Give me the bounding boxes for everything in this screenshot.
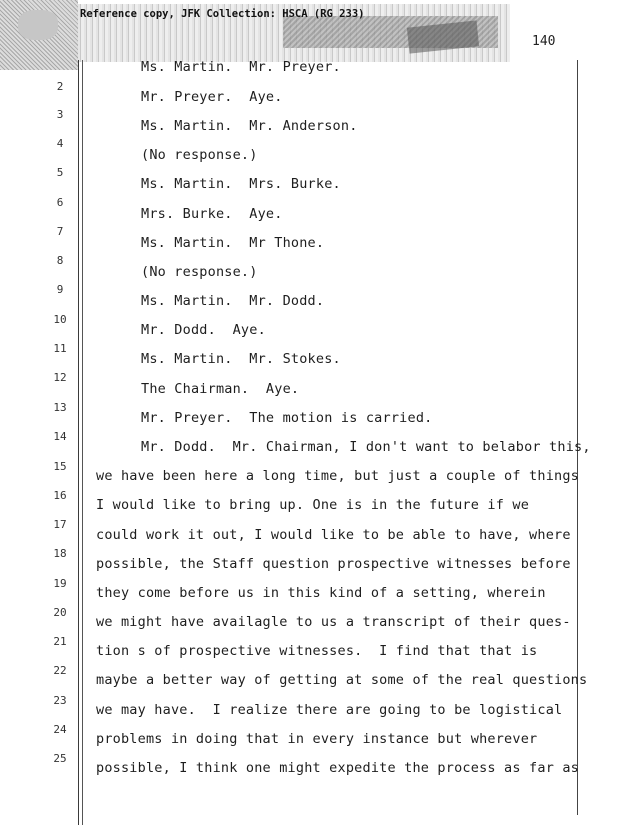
line-number: 7 (56, 225, 64, 238)
transcript-line: I would like to bring up. One is in the future if we (96, 497, 530, 513)
transcript-line: Mr. Preyer. Aye. (141, 89, 283, 105)
transcript-line: (No response.) (141, 147, 258, 163)
reference-header: Reference copy, JFK Collection: HSCA (RG 233) (80, 8, 365, 20)
line-number: 14 (53, 430, 67, 443)
transcript-line: they come before us in this kind of a setting, wherein (96, 585, 546, 601)
transcript-line: tion s of prospective witnesses. I find that that is (96, 643, 538, 659)
line-number: 20 (53, 606, 67, 619)
margin-rule-left (78, 60, 79, 825)
line-number: 12 (53, 371, 67, 384)
line-number: 18 (53, 547, 67, 560)
transcript-line: maybe a better way of getting at some of the real questions (96, 672, 588, 688)
transcript-line: problems in doing that in every instance but wherever (96, 731, 538, 747)
transcript-line: Ms. Martin. Mr. Dodd. (141, 293, 325, 309)
line-number: 24 (53, 723, 67, 736)
transcript-line: Mr. Dodd. Mr. Chairman, I don't want to belabor this, (141, 439, 591, 455)
transcript-line: Ms. Martin. Mr. Preyer. (141, 59, 341, 75)
line-number: 16 (53, 489, 67, 502)
line-number: 5 (56, 166, 64, 179)
transcript-line: we have been here a long time, but just a couple of things (96, 468, 580, 484)
transcript-line: Ms. Martin. Mrs. Burke. (141, 176, 341, 192)
margin-rule-right (577, 60, 578, 815)
line-number: 25 (53, 752, 67, 765)
transcript-line: Mr. Dodd. Aye. (141, 322, 266, 338)
line-number: 23 (53, 694, 67, 707)
line-number: 19 (53, 577, 67, 590)
transcript-line: we may have. I realize there are going to be logistical (96, 702, 563, 718)
line-number: 13 (53, 401, 67, 414)
line-number: 21 (53, 635, 67, 648)
line-number: 6 (56, 196, 64, 209)
transcript-line: Mrs. Burke. Aye. (141, 206, 283, 222)
transcript-line: possible, the Staff question prospective witnesses before (96, 556, 571, 572)
line-number: 2 (56, 80, 64, 93)
page-number: 140 (532, 34, 556, 49)
transcript-line: could work it out, I would like to be able to have, where (96, 527, 571, 543)
line-number: 10 (53, 313, 67, 326)
line-number: 11 (53, 342, 67, 355)
transcript-line: Ms. Martin. Mr Thone. (141, 235, 325, 251)
transcript-line: possible, I think one might expedite the process as far as (96, 760, 580, 776)
transcript-line: (No response.) (141, 264, 258, 280)
line-number: 3 (56, 108, 64, 121)
transcript-line: The Chairman. Aye. (141, 381, 300, 397)
transcript-line: Mr. Preyer. The motion is carried. (141, 410, 433, 426)
scan-smudge (0, 0, 78, 70)
line-number: 15 (53, 460, 67, 473)
margin-rule-left-inner (82, 60, 83, 825)
transcript-line: we might have availagle to us a transcript of their ques- (96, 614, 571, 630)
line-number: 4 (56, 137, 64, 150)
line-number: 22 (53, 664, 67, 677)
line-number: 8 (56, 254, 64, 267)
line-number: 9 (56, 283, 64, 296)
transcript-line: Ms. Martin. Mr. Anderson. (141, 118, 358, 134)
transcript-line: Ms. Martin. Mr. Stokes. (141, 351, 341, 367)
line-number: 17 (53, 518, 67, 531)
